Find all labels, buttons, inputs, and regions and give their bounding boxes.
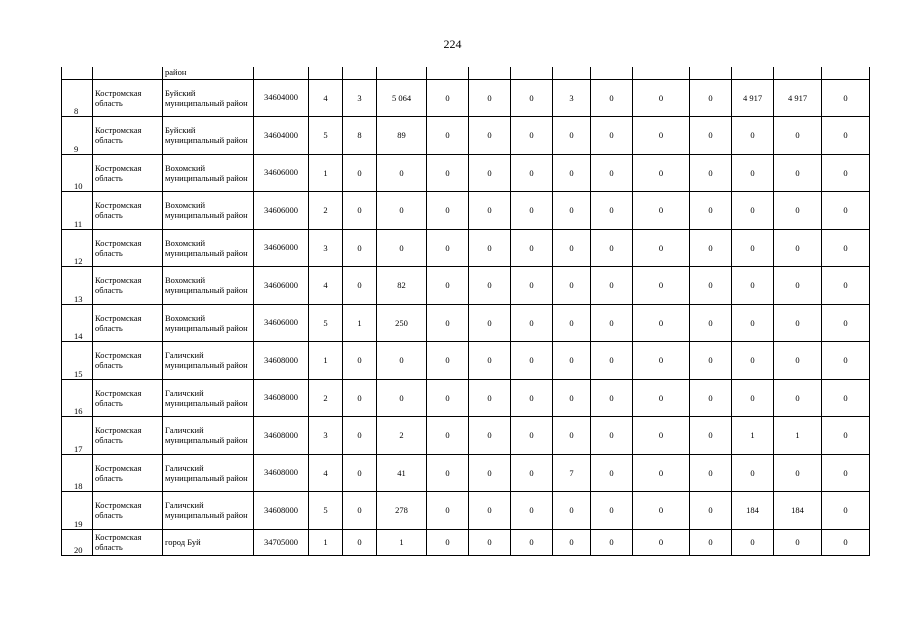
value-cell: 0 bbox=[469, 304, 511, 342]
value-cell: 0 bbox=[511, 342, 553, 380]
oktmo-code-cell: 34606000 bbox=[254, 267, 309, 305]
value-cell: 1 bbox=[309, 154, 343, 192]
value-cell: 0 bbox=[343, 379, 377, 417]
value-cell: 0 bbox=[469, 492, 511, 530]
value-cell: 0 bbox=[343, 192, 377, 230]
value-cell: 0 bbox=[822, 379, 870, 417]
value-cell: 0 bbox=[732, 229, 774, 267]
value-cell: 0 bbox=[469, 529, 511, 555]
empty-cell bbox=[93, 67, 163, 79]
district-cell: Галичский муниципальный район bbox=[163, 454, 254, 492]
value-cell: 4 bbox=[309, 454, 343, 492]
row-number-cell: 15 bbox=[62, 342, 93, 380]
empty-cell bbox=[254, 67, 309, 79]
value-cell: 0 bbox=[822, 267, 870, 305]
oktmo-code-cell: 34606000 bbox=[254, 304, 309, 342]
row-number-cell: 12 bbox=[62, 229, 93, 267]
region-cell: Костромская область bbox=[93, 192, 163, 230]
value-cell: 0 bbox=[377, 154, 427, 192]
value-cell: 0 bbox=[427, 342, 469, 380]
value-cell: 0 bbox=[511, 492, 553, 530]
table-row bbox=[62, 529, 870, 555]
value-cell: 0 bbox=[732, 117, 774, 155]
value-cell: 0 bbox=[633, 117, 690, 155]
value-cell: 0 bbox=[633, 267, 690, 305]
value-cell: 0 bbox=[591, 379, 633, 417]
value-cell: 0 bbox=[591, 492, 633, 530]
empty-cell bbox=[553, 67, 591, 79]
value-cell: 0 bbox=[553, 117, 591, 155]
value-cell: 0 bbox=[553, 379, 591, 417]
district-cell: Вохомский муниципальный район bbox=[163, 229, 254, 267]
value-cell: 0 bbox=[377, 229, 427, 267]
table-row bbox=[62, 117, 870, 155]
value-cell: 0 bbox=[511, 304, 553, 342]
empty-cell bbox=[469, 67, 511, 79]
value-cell: 4 917 bbox=[774, 79, 822, 117]
value-cell: 0 bbox=[553, 492, 591, 530]
value-cell: 0 bbox=[690, 342, 732, 380]
district-cell: район bbox=[163, 67, 254, 79]
empty-cell bbox=[591, 67, 633, 79]
value-cell: 0 bbox=[633, 492, 690, 530]
value-cell: 0 bbox=[633, 229, 690, 267]
value-cell: 0 bbox=[690, 304, 732, 342]
value-cell: 3 bbox=[553, 79, 591, 117]
row-number-cell: 14 bbox=[62, 304, 93, 342]
value-cell: 0 bbox=[690, 192, 732, 230]
value-cell: 0 bbox=[774, 454, 822, 492]
table-row bbox=[62, 492, 870, 530]
value-cell: 0 bbox=[553, 229, 591, 267]
row-number-cell: 17 bbox=[62, 417, 93, 455]
value-cell: 0 bbox=[427, 267, 469, 305]
value-cell: 0 bbox=[343, 229, 377, 267]
value-cell: 0 bbox=[427, 192, 469, 230]
value-cell: 0 bbox=[469, 379, 511, 417]
value-cell: 0 bbox=[343, 342, 377, 380]
value-cell: 2 bbox=[309, 192, 343, 230]
value-cell: 184 bbox=[732, 492, 774, 530]
empty-cell bbox=[822, 67, 870, 79]
value-cell: 0 bbox=[822, 192, 870, 230]
value-cell: 184 bbox=[774, 492, 822, 530]
value-cell: 0 bbox=[774, 192, 822, 230]
value-cell: 0 bbox=[511, 267, 553, 305]
value-cell: 0 bbox=[427, 117, 469, 155]
district-cell: город Буй bbox=[163, 529, 254, 555]
value-cell: 0 bbox=[469, 229, 511, 267]
value-cell: 4 bbox=[309, 79, 343, 117]
value-cell: 0 bbox=[822, 117, 870, 155]
value-cell: 0 bbox=[732, 529, 774, 555]
value-cell: 0 bbox=[591, 454, 633, 492]
value-cell: 0 bbox=[822, 529, 870, 555]
value-cell: 0 bbox=[690, 454, 732, 492]
value-cell: 0 bbox=[774, 267, 822, 305]
value-cell: 0 bbox=[732, 454, 774, 492]
value-cell: 0 bbox=[822, 454, 870, 492]
oktmo-code-cell: 34705000 bbox=[254, 529, 309, 555]
value-cell: 0 bbox=[591, 267, 633, 305]
value-cell: 7 bbox=[553, 454, 591, 492]
value-cell: 0 bbox=[511, 117, 553, 155]
row-number-cell: 10 bbox=[62, 154, 93, 192]
region-cell: Костромская область bbox=[93, 529, 163, 555]
value-cell: 0 bbox=[469, 154, 511, 192]
region-cell: Костромская область bbox=[93, 154, 163, 192]
value-cell: 278 bbox=[377, 492, 427, 530]
value-cell: 0 bbox=[690, 154, 732, 192]
row-number-cell: 19 bbox=[62, 492, 93, 530]
value-cell: 0 bbox=[511, 192, 553, 230]
value-cell: 0 bbox=[469, 454, 511, 492]
table-row bbox=[62, 79, 870, 117]
value-cell: 0 bbox=[469, 117, 511, 155]
value-cell: 0 bbox=[774, 379, 822, 417]
value-cell: 0 bbox=[427, 154, 469, 192]
table-row bbox=[62, 154, 870, 192]
value-cell: 0 bbox=[633, 454, 690, 492]
value-cell: 0 bbox=[690, 529, 732, 555]
value-cell: 0 bbox=[469, 79, 511, 117]
empty-cell bbox=[511, 67, 553, 79]
value-cell: 1 bbox=[343, 304, 377, 342]
value-cell: 0 bbox=[591, 79, 633, 117]
value-cell: 0 bbox=[343, 154, 377, 192]
value-cell: 0 bbox=[553, 154, 591, 192]
value-cell: 5 064 bbox=[377, 79, 427, 117]
value-cell: 0 bbox=[591, 529, 633, 555]
region-cell: Костромская область bbox=[93, 229, 163, 267]
oktmo-code-cell: 34608000 bbox=[254, 492, 309, 530]
value-cell: 0 bbox=[427, 529, 469, 555]
value-cell: 0 bbox=[732, 342, 774, 380]
value-cell: 0 bbox=[633, 154, 690, 192]
region-cell: Костромская область bbox=[93, 117, 163, 155]
page-number: 224 bbox=[443, 37, 462, 51]
value-cell: 3 bbox=[343, 79, 377, 117]
empty-cell bbox=[633, 67, 690, 79]
value-cell: 82 bbox=[377, 267, 427, 305]
value-cell: 0 bbox=[774, 529, 822, 555]
row-number-cell: 8 bbox=[62, 79, 93, 117]
value-cell: 0 bbox=[591, 417, 633, 455]
value-cell: 0 bbox=[822, 417, 870, 455]
value-cell: 0 bbox=[633, 304, 690, 342]
oktmo-code-cell: 34608000 bbox=[254, 379, 309, 417]
table-row bbox=[62, 267, 870, 305]
district-cell: Вохомский муниципальный район bbox=[163, 304, 254, 342]
empty-cell bbox=[343, 67, 377, 79]
value-cell: 0 bbox=[633, 192, 690, 230]
value-cell: 0 bbox=[511, 79, 553, 117]
value-cell: 0 bbox=[427, 417, 469, 455]
district-cell: Вохомский муниципальный район bbox=[163, 154, 254, 192]
district-cell: Вохомский муниципальный район bbox=[163, 192, 254, 230]
region-cell: Костромская область bbox=[93, 79, 163, 117]
oktmo-code-cell: 34608000 bbox=[254, 417, 309, 455]
value-cell: 0 bbox=[822, 154, 870, 192]
value-cell: 1 bbox=[309, 342, 343, 380]
district-cell: Галичский муниципальный район bbox=[163, 379, 254, 417]
value-cell: 0 bbox=[343, 417, 377, 455]
region-cell: Костромская область bbox=[93, 379, 163, 417]
empty-cell bbox=[309, 67, 343, 79]
value-cell: 0 bbox=[690, 379, 732, 417]
row-number-cell: 9 bbox=[62, 117, 93, 155]
value-cell: 0 bbox=[511, 154, 553, 192]
value-cell: 0 bbox=[633, 379, 690, 417]
value-cell: 0 bbox=[377, 192, 427, 230]
value-cell: 0 bbox=[591, 342, 633, 380]
table-row-continuation bbox=[62, 67, 870, 79]
value-cell: 0 bbox=[774, 154, 822, 192]
value-cell: 5 bbox=[309, 492, 343, 530]
row-number-cell: 11 bbox=[62, 192, 93, 230]
oktmo-code-cell: 34604000 bbox=[254, 79, 309, 117]
table-row bbox=[62, 454, 870, 492]
oktmo-code-cell: 34606000 bbox=[254, 154, 309, 192]
value-cell: 1 bbox=[732, 417, 774, 455]
value-cell: 0 bbox=[690, 117, 732, 155]
value-cell: 0 bbox=[469, 342, 511, 380]
value-cell: 0 bbox=[822, 229, 870, 267]
row-number-cell: 18 bbox=[62, 454, 93, 492]
region-cell: Костромская область bbox=[93, 304, 163, 342]
value-cell: 0 bbox=[511, 417, 553, 455]
row-number-cell: 16 bbox=[62, 379, 93, 417]
value-cell: 0 bbox=[633, 79, 690, 117]
table-row bbox=[62, 229, 870, 267]
value-cell: 0 bbox=[732, 379, 774, 417]
district-cell: Галичский муниципальный район bbox=[163, 417, 254, 455]
value-cell: 0 bbox=[732, 304, 774, 342]
value-cell: 0 bbox=[732, 267, 774, 305]
value-cell: 0 bbox=[427, 304, 469, 342]
value-cell: 0 bbox=[591, 117, 633, 155]
value-cell: 0 bbox=[553, 304, 591, 342]
row-number-cell: 20 bbox=[62, 529, 93, 555]
value-cell: 0 bbox=[732, 192, 774, 230]
value-cell: 8 bbox=[343, 117, 377, 155]
value-cell: 0 bbox=[469, 267, 511, 305]
empty-cell bbox=[427, 67, 469, 79]
value-cell: 0 bbox=[553, 417, 591, 455]
value-cell: 0 bbox=[469, 192, 511, 230]
value-cell: 0 bbox=[427, 229, 469, 267]
data-table bbox=[61, 67, 870, 556]
district-cell: Галичский муниципальный район bbox=[163, 492, 254, 530]
value-cell: 0 bbox=[469, 417, 511, 455]
value-cell: 0 bbox=[774, 229, 822, 267]
table-row bbox=[62, 379, 870, 417]
empty-cell bbox=[774, 67, 822, 79]
table-row bbox=[62, 192, 870, 230]
value-cell: 0 bbox=[633, 342, 690, 380]
value-cell: 0 bbox=[427, 79, 469, 117]
value-cell: 0 bbox=[553, 192, 591, 230]
value-cell: 0 bbox=[553, 342, 591, 380]
district-cell: Буйский муниципальный район bbox=[163, 117, 254, 155]
value-cell: 0 bbox=[690, 492, 732, 530]
value-cell: 0 bbox=[553, 267, 591, 305]
value-cell: 1 bbox=[774, 417, 822, 455]
oktmo-code-cell: 34608000 bbox=[254, 454, 309, 492]
value-cell: 41 bbox=[377, 454, 427, 492]
region-cell: Костромская область bbox=[93, 454, 163, 492]
region-cell: Костромская область bbox=[93, 267, 163, 305]
value-cell: 0 bbox=[633, 417, 690, 455]
value-cell: 0 bbox=[822, 492, 870, 530]
oktmo-code-cell: 34606000 bbox=[254, 229, 309, 267]
table-row bbox=[62, 417, 870, 455]
value-cell: 0 bbox=[690, 79, 732, 117]
value-cell: 0 bbox=[511, 529, 553, 555]
value-cell: 0 bbox=[690, 417, 732, 455]
value-cell: 0 bbox=[822, 304, 870, 342]
region-cell: Костромская область bbox=[93, 417, 163, 455]
row-number-cell: 13 bbox=[62, 267, 93, 305]
value-cell: 4 917 bbox=[732, 79, 774, 117]
value-cell: 0 bbox=[553, 529, 591, 555]
region-cell: Костромская область bbox=[93, 342, 163, 380]
value-cell: 1 bbox=[377, 529, 427, 555]
value-cell: 0 bbox=[591, 229, 633, 267]
value-cell: 0 bbox=[774, 117, 822, 155]
value-cell: 89 bbox=[377, 117, 427, 155]
district-cell: Буйский муниципальный район bbox=[163, 79, 254, 117]
value-cell: 0 bbox=[427, 454, 469, 492]
oktmo-code-cell: 34606000 bbox=[254, 192, 309, 230]
value-cell: 0 bbox=[822, 342, 870, 380]
oktmo-code-cell: 34608000 bbox=[254, 342, 309, 380]
value-cell: 1 bbox=[309, 529, 343, 555]
value-cell: 0 bbox=[427, 379, 469, 417]
table-row bbox=[62, 304, 870, 342]
region-cell: Костромская область bbox=[93, 492, 163, 530]
value-cell: 0 bbox=[511, 229, 553, 267]
value-cell: 3 bbox=[309, 229, 343, 267]
value-cell: 0 bbox=[377, 379, 427, 417]
value-cell: 0 bbox=[633, 529, 690, 555]
value-cell: 0 bbox=[732, 154, 774, 192]
empty-cell bbox=[690, 67, 732, 79]
value-cell: 0 bbox=[343, 529, 377, 555]
value-cell: 3 bbox=[309, 417, 343, 455]
value-cell: 2 bbox=[309, 379, 343, 417]
value-cell: 4 bbox=[309, 267, 343, 305]
value-cell: 0 bbox=[591, 192, 633, 230]
value-cell: 0 bbox=[427, 492, 469, 530]
value-cell: 0 bbox=[774, 304, 822, 342]
value-cell: 0 bbox=[822, 79, 870, 117]
value-cell: 0 bbox=[511, 454, 553, 492]
empty-cell bbox=[377, 67, 427, 79]
value-cell: 5 bbox=[309, 304, 343, 342]
value-cell: 0 bbox=[690, 267, 732, 305]
empty-cell bbox=[732, 67, 774, 79]
value-cell: 0 bbox=[343, 454, 377, 492]
value-cell: 0 bbox=[774, 342, 822, 380]
value-cell: 0 bbox=[690, 229, 732, 267]
value-cell: 2 bbox=[377, 417, 427, 455]
value-cell: 0 bbox=[591, 304, 633, 342]
value-cell: 250 bbox=[377, 304, 427, 342]
district-cell: Галичский муниципальный район bbox=[163, 342, 254, 380]
empty-cell bbox=[62, 67, 93, 79]
table-row bbox=[62, 342, 870, 380]
oktmo-code-cell: 34604000 bbox=[254, 117, 309, 155]
value-cell: 0 bbox=[343, 267, 377, 305]
district-cell: Вохомский муниципальный район bbox=[163, 267, 254, 305]
value-cell: 5 bbox=[309, 117, 343, 155]
value-cell: 0 bbox=[343, 492, 377, 530]
value-cell: 0 bbox=[591, 154, 633, 192]
value-cell: 0 bbox=[377, 342, 427, 380]
value-cell: 0 bbox=[511, 379, 553, 417]
